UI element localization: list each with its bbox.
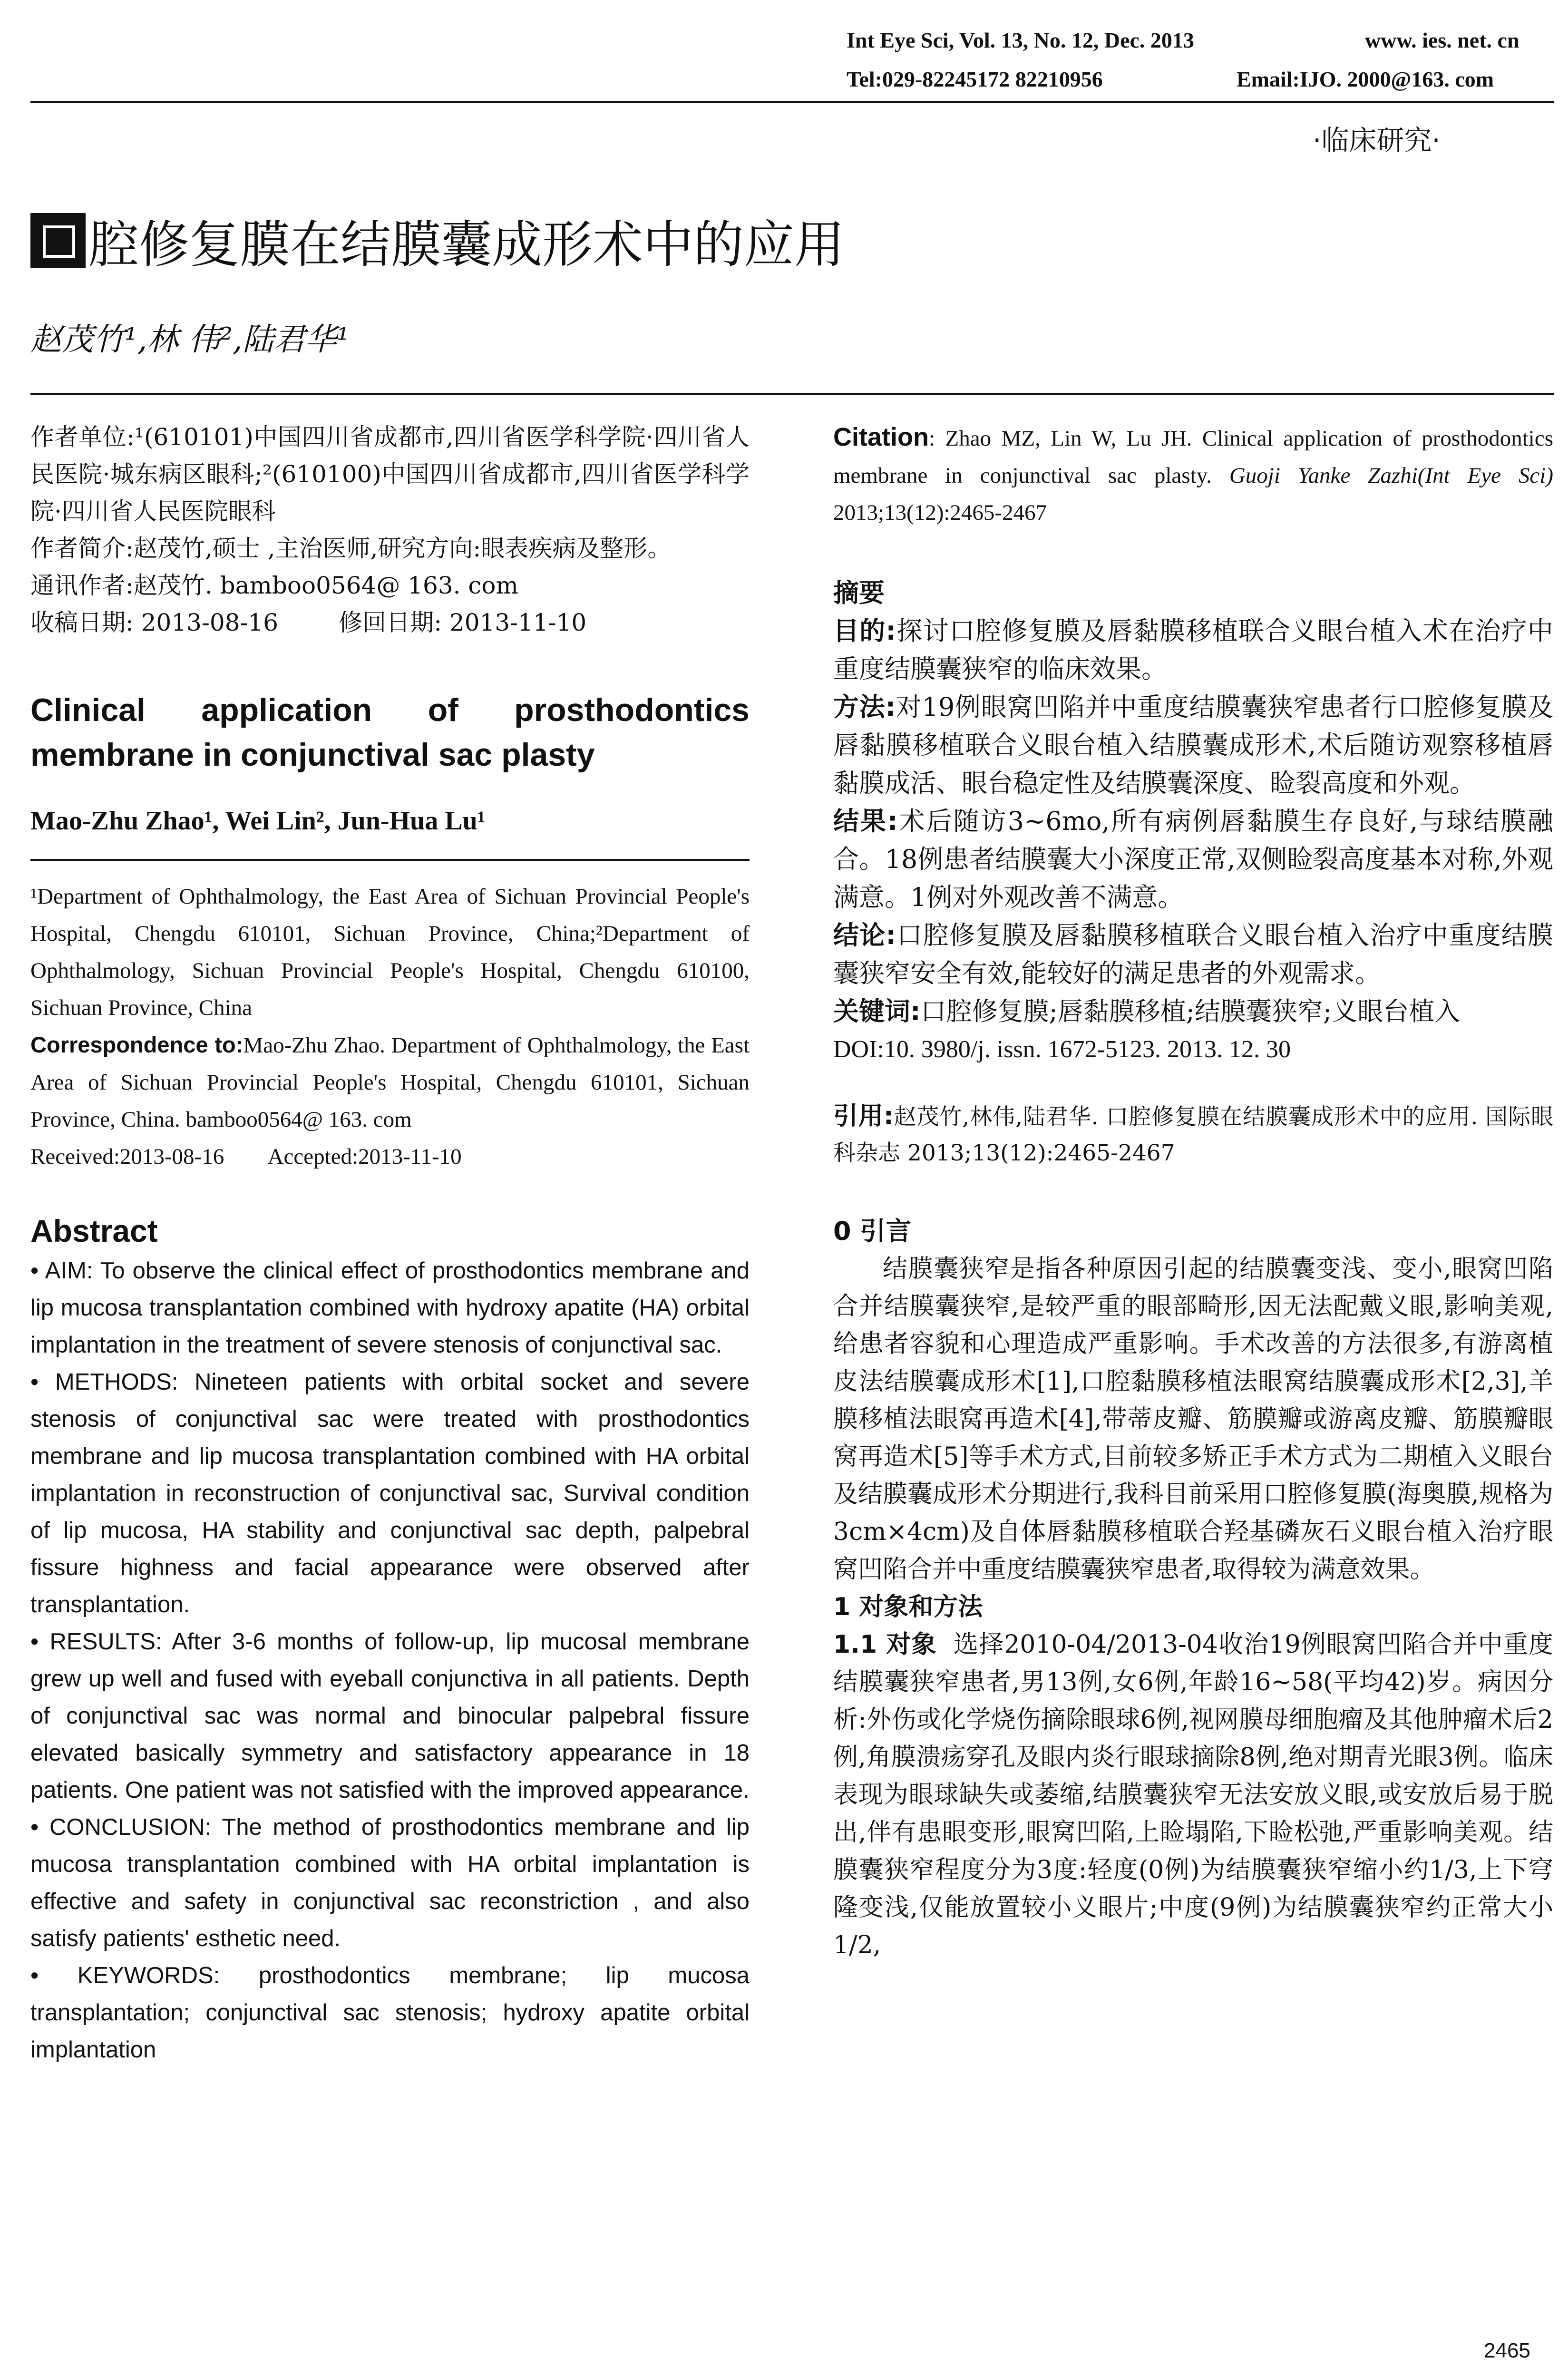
cite-cn-label: 引用: [833, 1102, 894, 1130]
results-text: 术后随访3~6mo,所有病例唇黏膜生存良好,与球结膜融合。18例患者结膜囊大小深度正常,双侧睑裂高度基本对称,外观满意。1例对外观改善不满意。 [833, 806, 1553, 912]
aim-text: 探讨口腔修复膜及唇黏膜移植联合义眼台植入术在治疗中重度结膜囊狭窄的临床效果。 [833, 616, 1553, 684]
author-bio-cn: 作者简介:赵茂竹,硕士 ,主治医师,研究方向:眼表疾病及整形。 [30, 535, 672, 562]
affiliation-en: ¹Department of Ophthalmology, the East Area of Sichuan Provincial People's Hospital, Chengdu 610101, Sichuan Province, China;²Department of Ophthalmology, Sichuan Provincial People's Hospital, Chengdu 610100, Sichuan Province, China [30, 884, 750, 1020]
journal-email: Email:IJO. 2000@163. com [1237, 67, 1494, 91]
abstract-results: • RESULTS: After 3-6 months of follow-up, lip mucosal membrane grew up well and fused with eyeball conjunctiva in all patients. Depth of conjunctival sac was normal and binocular palpebral fissure elevated basically symmetry and satisfactory appearance in 18 patients. One patient was not satisfied with the improved appearance. [30, 1629, 750, 1803]
contact-cn: 通讯作者:赵茂竹. bamboo0564@ 163. com [30, 572, 518, 599]
authors-rule [30, 859, 750, 861]
abstract-aim: • AIM: To observe the clinical effect of prosthodontics membrane and lip mucosa transplantation combined with hydroxy apatite (HA) orbital implantation in the treatment of severe stenosis of conjunctival sac. [30, 1258, 750, 1358]
methods-heading: 1 对象和方法 [833, 1593, 983, 1621]
title-rule [30, 393, 1554, 395]
abstract-heading-cn: 摘要 [833, 578, 885, 608]
subjects-text: 选择2010-04/2013-04收治19例眼窝凹陷合并中重度结膜囊狭窄患者,男13例,女6例,年龄16~58(平均42)岁。病因分析:外伤或化学烧伤摘除眼球6例,视网膜母细胞瘤及其他肿瘤术后2例,角膜溃疡穿孔及眼内炎行眼球摘除8例,绝对期青光眼3例。临床表现为眼球缺失或萎缩,结膜囊狭窄无法安放义眼,或安放后易于脱出,伴有患眼变形,眼窝凹陷,上睑塌陷,下睑松弛,严重影响美观。结膜囊狭窄程度分为3度:轻度(0例)为结膜囊狭窄缩小约1/3,上下穹隆变浅,仅能放置较小义眼片;中度(9例)为结膜囊狭窄约正常大小1/2, [833, 1630, 1553, 1959]
page-number: 2465 [1484, 2339, 1530, 2362]
conclusion-text: 口腔修复膜及唇黏膜移植联合义眼台植入治疗中重度结膜囊狭窄安全有效,能较好的满足患者的外观需求。 [833, 920, 1553, 988]
aim-label: 目的: [833, 616, 896, 646]
intro-heading: 0 引言 [833, 1216, 912, 1246]
methods-label: 方法: [833, 692, 896, 722]
dates-cn: 收稿日期: 2013-08-16 修回日期: 2013-11-10 [30, 609, 587, 636]
cite-cn-text: 赵茂竹,林伟,陆君华. 口腔修复膜在结膜囊成形术中的应用. 国际眼科杂志 2013;13(12):2465-2467 [833, 1104, 1554, 1166]
right-column [833, 419, 1553, 1964]
conclusion-cn [833, 916, 1553, 993]
results-label: 结果: [833, 806, 898, 836]
correspondence-label: Correspondence to: [30, 1032, 243, 1057]
results-cn [833, 802, 1553, 916]
article-title-text: 腔修复膜在结膜囊成形术中的应用 [88, 215, 845, 274]
subjects-paragraph [833, 1626, 1553, 1964]
citation-journal: Guoji Yanke Zazhi(Int Eye Sci) [1229, 463, 1553, 488]
correspondence [30, 1026, 750, 1138]
abstract-conclusion: • CONCLUSION: The method of prosthodontics membrane and lip mucosa transplantation combined with HA orbital implantation is effective and safety in conjunctival sac reconstriction , and also satisfy patients' esthetic need. [30, 1814, 750, 1951]
citation-text: : Zhao MZ, Lin W, Lu JH. Clinical application of prosthodontics membrane in conjunctival sac plasty. [833, 426, 1553, 488]
citation-label: Citation [833, 423, 929, 451]
dates-en: Received:2013-08-16 Accepted:2013-11-10 [30, 1144, 462, 1169]
left-column [30, 419, 750, 2068]
journal-tel: Tel:029-82245172 82210956 [847, 67, 1103, 91]
cite-cn [833, 1098, 1553, 1171]
citation [833, 419, 1553, 531]
abstract-keywords: • KEYWORDS: prosthodontics membrane; lip mucosa transplantation; conjunctival sac stenosis; hydroxy apatite orbital implantation [30, 1963, 750, 2063]
abstract-heading: Abstract [30, 1213, 158, 1248]
conclusion-label: 结论: [833, 920, 896, 950]
keywords-label: 关键词: [833, 996, 921, 1026]
authors-en: Mao-Zhu Zhao¹, Wei Lin², Jun-Hua Lu¹ [30, 806, 486, 836]
authors-cn: 赵茂竹¹,林 伟²,陆君华¹ [30, 321, 350, 358]
english-title: Clinical application of prosthodontics membrane in conjunctival sac plasty [30, 692, 750, 773]
intro-paragraph: 结膜囊狭窄是指各种原因引起的结膜囊变浅、变小,眼窝凹陷合并结膜囊狭窄,是较严重的眼部畸形,因无法配戴义眼,影响美观,给患者容貌和心理造成严重影响。手术改善的方法很多,有游离植皮法结膜囊成形术[1],口腔黏膜移植法眼窝结膜囊成形术[2,3],羊膜移植法眼窝再造术[4],带蒂皮瓣、筋膜瓣或游离皮瓣、筋膜瓣眼窝再造术[5]等手术方式,目前较多矫正手术方式为二期植入义眼台及结膜囊成形术分期进行,我科目前采用口腔修复膜(海奥膜,规格为3cm×4cm)及自体唇黏膜移植联合羟基磷灰石义眼台植入治疗眼窝凹陷合并中重度结膜囊狭窄患者,取得较为满意效果。 [833, 1255, 1553, 1584]
keywords-cn [833, 993, 1553, 1031]
doi: DOI:10. 3980/j. issn. 1672-5123. 2013. 12. 30 [833, 1036, 1291, 1063]
methods-text: 对19例眼窝凹陷并中重度结膜囊狭窄患者行口腔修复膜及唇黏膜移植联合义眼台植入结膜囊成形术,术后随访观察移植唇黏膜成活、眼台稳定性及结膜囊深度、睑裂高度和外观。 [833, 692, 1553, 798]
journal-website: www. ies. net. cn [1365, 28, 1519, 52]
journal-info: Int Eye Sci, Vol. 13, No. 12, Dec. 2013 [847, 28, 1194, 52]
methods-cn [833, 688, 1553, 802]
section-label: ·临床研究· [1313, 124, 1441, 156]
missing-glyph-icon [30, 213, 86, 268]
keywords-text: 口腔修复膜;唇黏膜移植;结膜囊狭窄;义眼台植入 [920, 996, 1461, 1026]
aim-cn [833, 612, 1553, 688]
article-title [30, 205, 845, 277]
header-rule [30, 101, 1554, 103]
correspondence-text: Mao-Zhu Zhao. Department of Ophthalmology, the East Area of Sichuan Provincial People's Hospital, Chengdu 610101, Sichuan Province, China. bamboo0564@ 163. com [30, 1033, 750, 1132]
citation-tail: 2013;13(12):2465-2467 [833, 500, 1047, 525]
abstract-methods: • METHODS: Nineteen patients with orbital socket and severe stenosis of conjunctival sac were treated with prosthodontics membrane and lip mucosa transplantation combined with HA orbital implantation in reconstruction of conjunctival sac, Survival condition of lip mucosa, HA stability and conjunctival sac depth, palpebral fissure highness and facial appearance were observed after transplantation. [30, 1369, 750, 1617]
subjects-heading: 1.1 对象 [833, 1630, 937, 1659]
affiliation-cn: 作者单位:¹(610101)中国四川省成都市,四川省医学科学院·四川省人民医院·城东病区眼科;²(610100)中国四川省成都市,四川省医学科学院·四川省人民医院眼科 [30, 423, 750, 525]
